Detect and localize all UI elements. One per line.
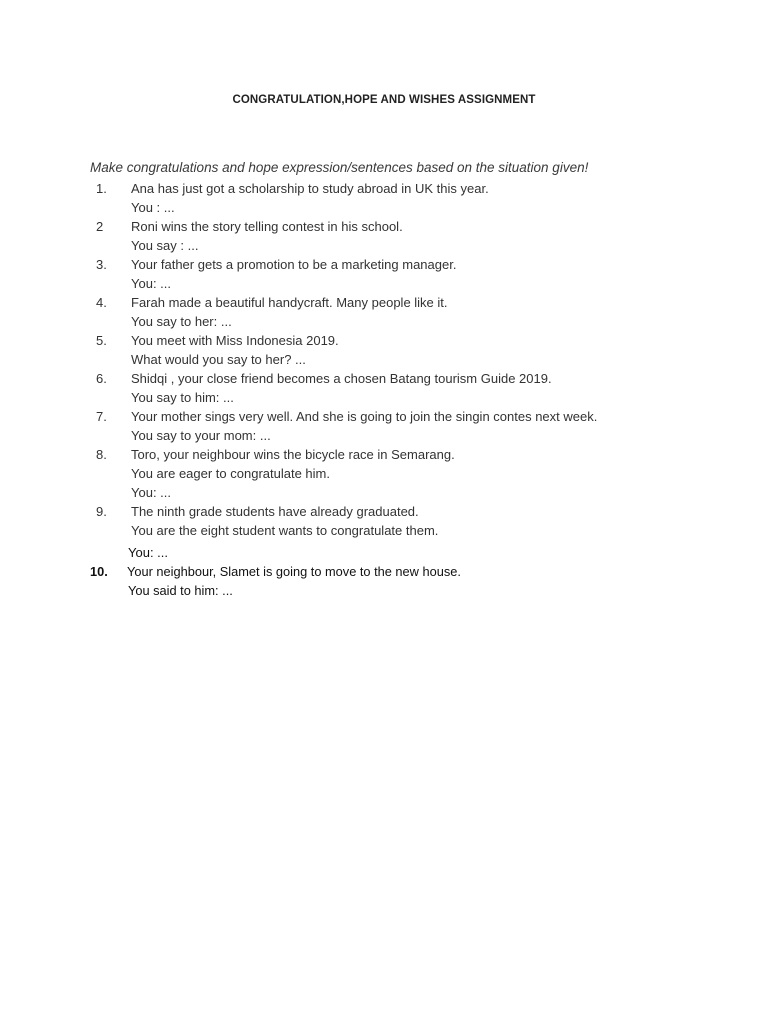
item-response: You say to your mom: ...: [131, 428, 271, 443]
item-number: 5.: [96, 333, 107, 348]
item-number: 10.: [90, 564, 108, 579]
item-number: 2: [96, 219, 104, 234]
item-number: 4.: [96, 295, 107, 310]
item-text: Your father gets a promotion to be a marketing manager.: [131, 257, 457, 272]
item-response: You : ...: [131, 200, 175, 215]
item-text: You are eager to congratulate him.: [131, 466, 330, 481]
item-response: You say to him: ...: [131, 390, 234, 405]
item-text: You meet with Miss Indonesia 2019.: [131, 333, 339, 348]
item-response: You: ...: [131, 276, 171, 291]
document-title: CONGRATULATION,HOPE AND WISHES ASSIGNMENT: [232, 94, 536, 106]
item-text: The ninth grade students have already graduated.: [131, 504, 419, 519]
item-response: You: ...: [131, 485, 171, 500]
list-item: [0, 445, 768, 502]
list-item: [0, 179, 768, 217]
list-item: [0, 407, 768, 445]
item-text: You are the eight student wants to congratulate them.: [131, 523, 439, 538]
item-response: You say to her: ...: [131, 314, 232, 329]
item-text: Toro, your neighbour wins the bicycle race in Semarang.: [131, 447, 455, 462]
instruction-text: Make congratulations and hope expression/sentences based on the situation given!: [90, 160, 589, 175]
item-text: Shidqi , your close friend becomes a chosen Batang tourism Guide 2019.: [131, 371, 552, 386]
item-text: Ana has just got a scholarship to study abroad in UK this year.: [131, 181, 489, 196]
item-number: 3.: [96, 257, 107, 272]
item-number: 8.: [96, 447, 107, 462]
list-item: [0, 502, 768, 562]
item-text: Your mother sings very well. And she is going to join the singin contes next week.: [131, 409, 598, 424]
item-text: Roni wins the story telling contest in his school.: [131, 219, 403, 234]
item-response: You say : ...: [131, 238, 199, 253]
item-response: You said to him: ...: [128, 583, 233, 598]
item-response: You: ...: [128, 545, 168, 560]
item-number: 6.: [96, 371, 107, 386]
item-number: 9.: [96, 504, 107, 519]
list-item: [0, 255, 768, 293]
item-number: 1.: [96, 181, 107, 196]
list-item: [0, 217, 768, 255]
list-item: [0, 331, 768, 369]
item-text: Farah made a beautiful handycraft. Many people like it.: [131, 295, 448, 310]
list-item: [0, 369, 768, 407]
item-text: Your neighbour, Slamet is going to move to the new house.: [127, 564, 461, 579]
situation-list: [0, 179, 768, 600]
list-item: [0, 293, 768, 331]
item-number: 7.: [96, 409, 107, 424]
item-response: What would you say to her? ...: [131, 352, 306, 367]
list-item: [0, 562, 768, 600]
